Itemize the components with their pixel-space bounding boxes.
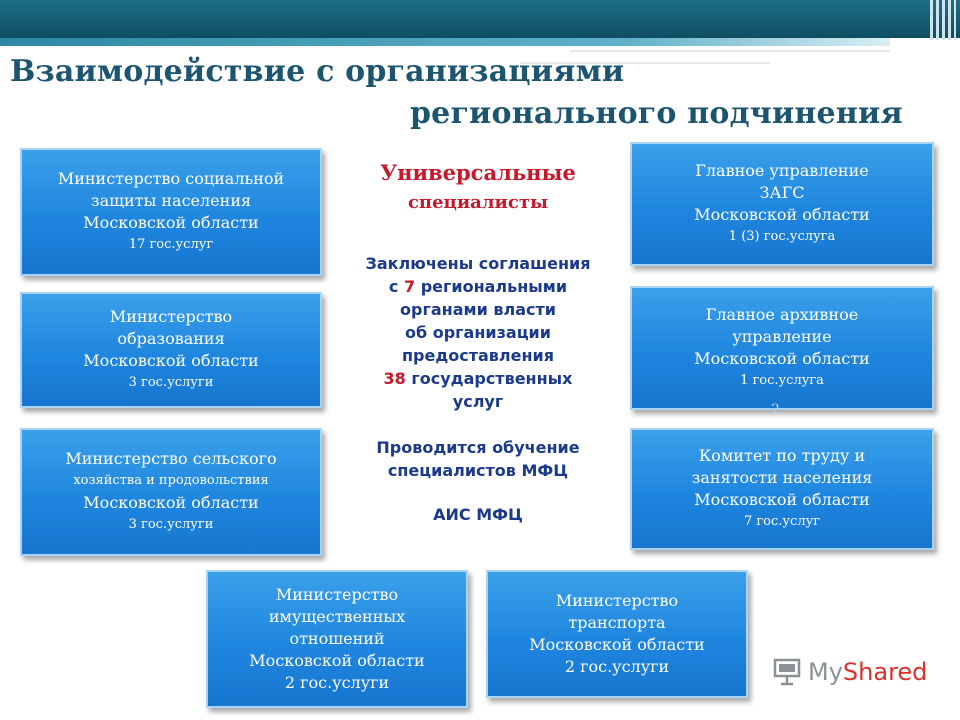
box-service-count: 2 гос.услуги: [564, 657, 670, 676]
box-service-count: 2 гос.услуги: [284, 673, 390, 692]
presentation-icon: [772, 657, 802, 687]
box-line: Московской области: [694, 205, 870, 224]
box-line: имущественных: [268, 607, 406, 626]
box-line: занятости населения: [691, 468, 873, 487]
box-social-ministry: [20, 148, 322, 276]
box-line: Министерство: [109, 307, 233, 326]
page-title-line-2: регионального подчинения: [410, 96, 903, 131]
box-service-count: 1 (3) гос.услуга: [728, 229, 836, 244]
myshared-logo: [772, 655, 927, 689]
box-education-ministry: [20, 292, 322, 408]
training-text: [318, 436, 638, 482]
ghost-mark: 2: [771, 402, 780, 418]
universal-heading: Универсальные: [380, 160, 576, 185]
box-line: Министерство: [555, 591, 679, 610]
box-archive-directorate: [630, 286, 934, 410]
box-line: Министерство социальной: [57, 169, 285, 188]
agreement-line: органами власти: [400, 300, 556, 319]
box-line: отношений: [289, 629, 385, 648]
box-line: управление: [732, 327, 832, 346]
box-line: Главное управление: [695, 161, 869, 180]
logo-text-shared: Shared: [842, 658, 928, 686]
training-line: специалистов МФЦ: [387, 461, 569, 480]
box-agriculture-ministry: [20, 428, 322, 556]
agreement-line: 38 государственных: [383, 369, 573, 388]
box-service-count: 3 гос.услуги: [128, 375, 214, 390]
box-line: ЗАГС: [759, 183, 805, 202]
decorative-line: [570, 50, 890, 52]
page-title-line-1: Взаимодействие с организациями: [10, 54, 625, 89]
box-line: хозяйства и продовольствия: [73, 473, 269, 488]
box-labor-committee: [630, 428, 934, 550]
box-line: защиты населения: [90, 191, 252, 210]
box-service-count: 7 гос.услуг: [743, 514, 821, 529]
agreement-line: Заключены соглашения: [365, 254, 591, 273]
services-count: 38: [383, 369, 406, 388]
agreement-count: 7: [403, 277, 416, 296]
box-line: Московской области: [694, 490, 870, 509]
box-service-count: 17 гос.услуг: [128, 237, 214, 252]
box-line: образования: [117, 329, 225, 348]
training-line: Проводится обучение: [376, 438, 580, 457]
box-service-count: 3 гос.услуги: [128, 517, 214, 532]
agreement-line: предоставления: [401, 346, 555, 365]
ais-label: АИС МФЦ: [433, 505, 523, 524]
box-line: Московской области: [529, 635, 705, 654]
logo-text-my: My: [808, 658, 843, 686]
agreement-line: с 7 региональными: [388, 277, 568, 296]
agreement-line: об организации: [405, 323, 551, 342]
decorative-stripes: [930, 0, 956, 40]
universal-subheading: специалисты: [407, 192, 549, 213]
box-line: Московской области: [249, 651, 425, 670]
box-line: транспорта: [568, 613, 666, 632]
agreement-line: услуг: [452, 392, 504, 411]
top-banner-accent: [0, 38, 890, 46]
box-line: Министерство: [275, 585, 399, 604]
box-line: Министерство сельского: [65, 449, 277, 468]
box-line: Московской области: [694, 349, 870, 368]
box-line: Московской области: [83, 351, 259, 370]
agreement-text: [318, 252, 638, 413]
box-service-count: 1 гос.услуга: [740, 373, 824, 388]
box-property-ministry: [206, 570, 468, 708]
top-banner: [0, 0, 960, 38]
box-transport-ministry: [486, 570, 748, 698]
box-line: Московской области: [83, 213, 259, 232]
box-line: Московской области: [83, 493, 259, 512]
box-zags-directorate: [630, 142, 934, 266]
box-line: Главное архивное: [705, 305, 859, 324]
box-line: Комитет по труду и: [698, 446, 866, 465]
